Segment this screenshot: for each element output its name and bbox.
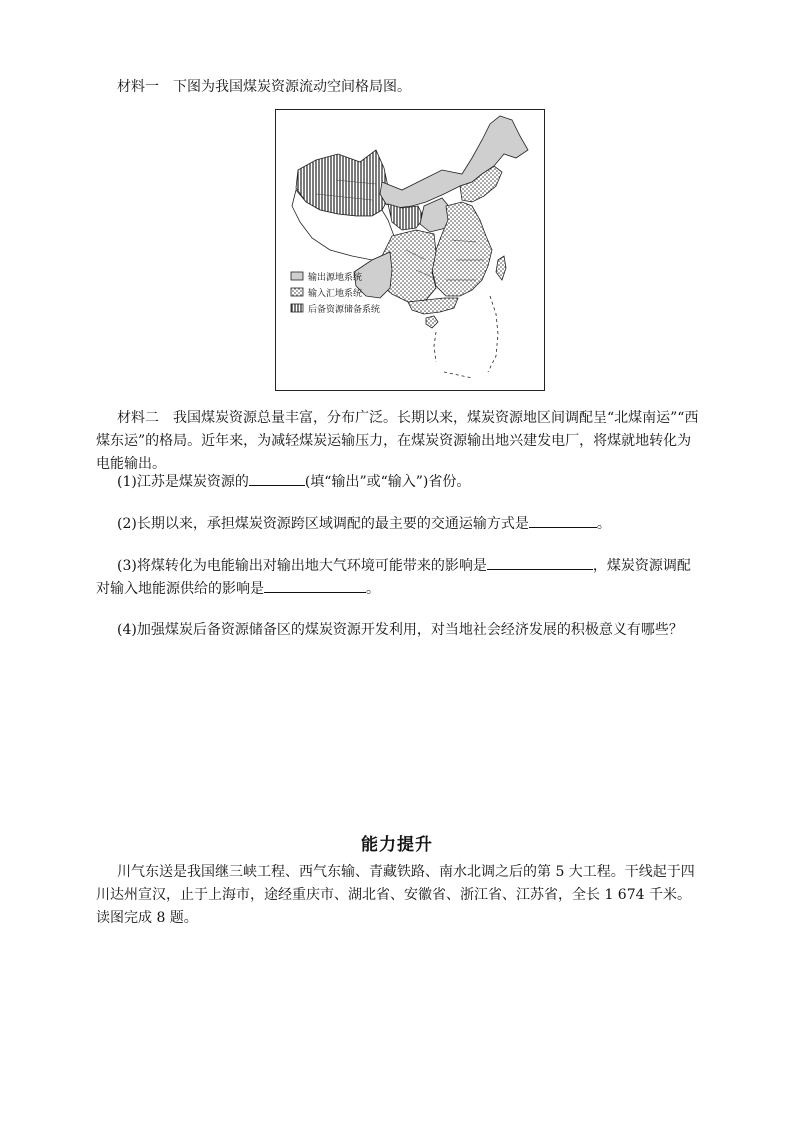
answer-blank-3a[interactable] [487, 555, 593, 570]
legend-label-input: 输入汇地系统 [308, 289, 363, 299]
section-intro-text: 川气东送是我国继三峡工程、西气东输、青藏铁路、南水北调之后的第 5 大工程。干线起于四川达州宣汉，止于上海市，途经重庆市、湖北省、安徽省、浙江省、江苏省，全长 1 674 千米。读图完成 8 题。 [96, 864, 695, 926]
question-3-text-b: ，煤炭资源调配对输入地能源供给的影响是 [96, 558, 691, 597]
question-3-text-a: (3)将煤转化为电能输出对输出地大气环境可能带来的影响是 [117, 558, 487, 574]
material-one-paragraph [96, 76, 702, 99]
question-2-text-b: 。 [596, 516, 611, 532]
section-intro-paragraph [96, 861, 702, 930]
material-two-paragraph [96, 407, 702, 476]
question-1 [96, 471, 702, 494]
question-1-text-a: (1)江苏是煤炭资源的 [117, 474, 249, 490]
hainan-island [426, 316, 438, 328]
question-2 [96, 513, 702, 536]
question-3 [96, 555, 702, 601]
legend-swatch-input [291, 288, 303, 296]
legend-swatch-reserve [291, 304, 303, 312]
section-title: 能力提升 [361, 835, 433, 855]
question-3-text-c: 。 [366, 581, 380, 597]
legend-swatch-output [291, 272, 303, 280]
material-two-label: 材料二 [117, 410, 159, 426]
material-one-text: 下图为我国煤炭资源流动空间格局图。 [173, 79, 411, 95]
legend-label-output: 输出源地系统 [308, 273, 363, 283]
taiwan-island [496, 256, 506, 280]
question-4-text: (4)加强煤炭后备资源储备区的煤炭资源开发利用，对当地社会经济发展的积极意义有哪些？ [117, 622, 683, 638]
answer-blank-2[interactable] [529, 513, 597, 528]
material-two-text: 我国煤炭资源总量丰富，分布广泛。长期以来，煤炭资源地区间调配呈“北煤南运”“西煤东运”的格局。近年来，为减轻煤炭运输压力，在煤炭资源输出地兴建发电厂，将煤就地转化为电能输出。 [96, 410, 699, 472]
question-4 [96, 619, 702, 642]
answer-blank-3b[interactable] [264, 578, 366, 593]
china-map-figure [276, 110, 544, 390]
question-1-text-b: (填“输出”或“输入”)省份。 [304, 474, 471, 490]
legend-label-reserve: 后备资源储备系统 [308, 305, 381, 315]
coal-flow-map [275, 109, 545, 391]
output-region-north [380, 116, 528, 208]
material-one-label: 材料一 [117, 79, 159, 95]
question-2-text-a: (2)长期以来，承担煤炭资源跨区域调配的最主要的交通运输方式是 [117, 516, 529, 532]
reserve-region-central [388, 204, 424, 230]
answer-blank-1[interactable] [249, 471, 305, 486]
